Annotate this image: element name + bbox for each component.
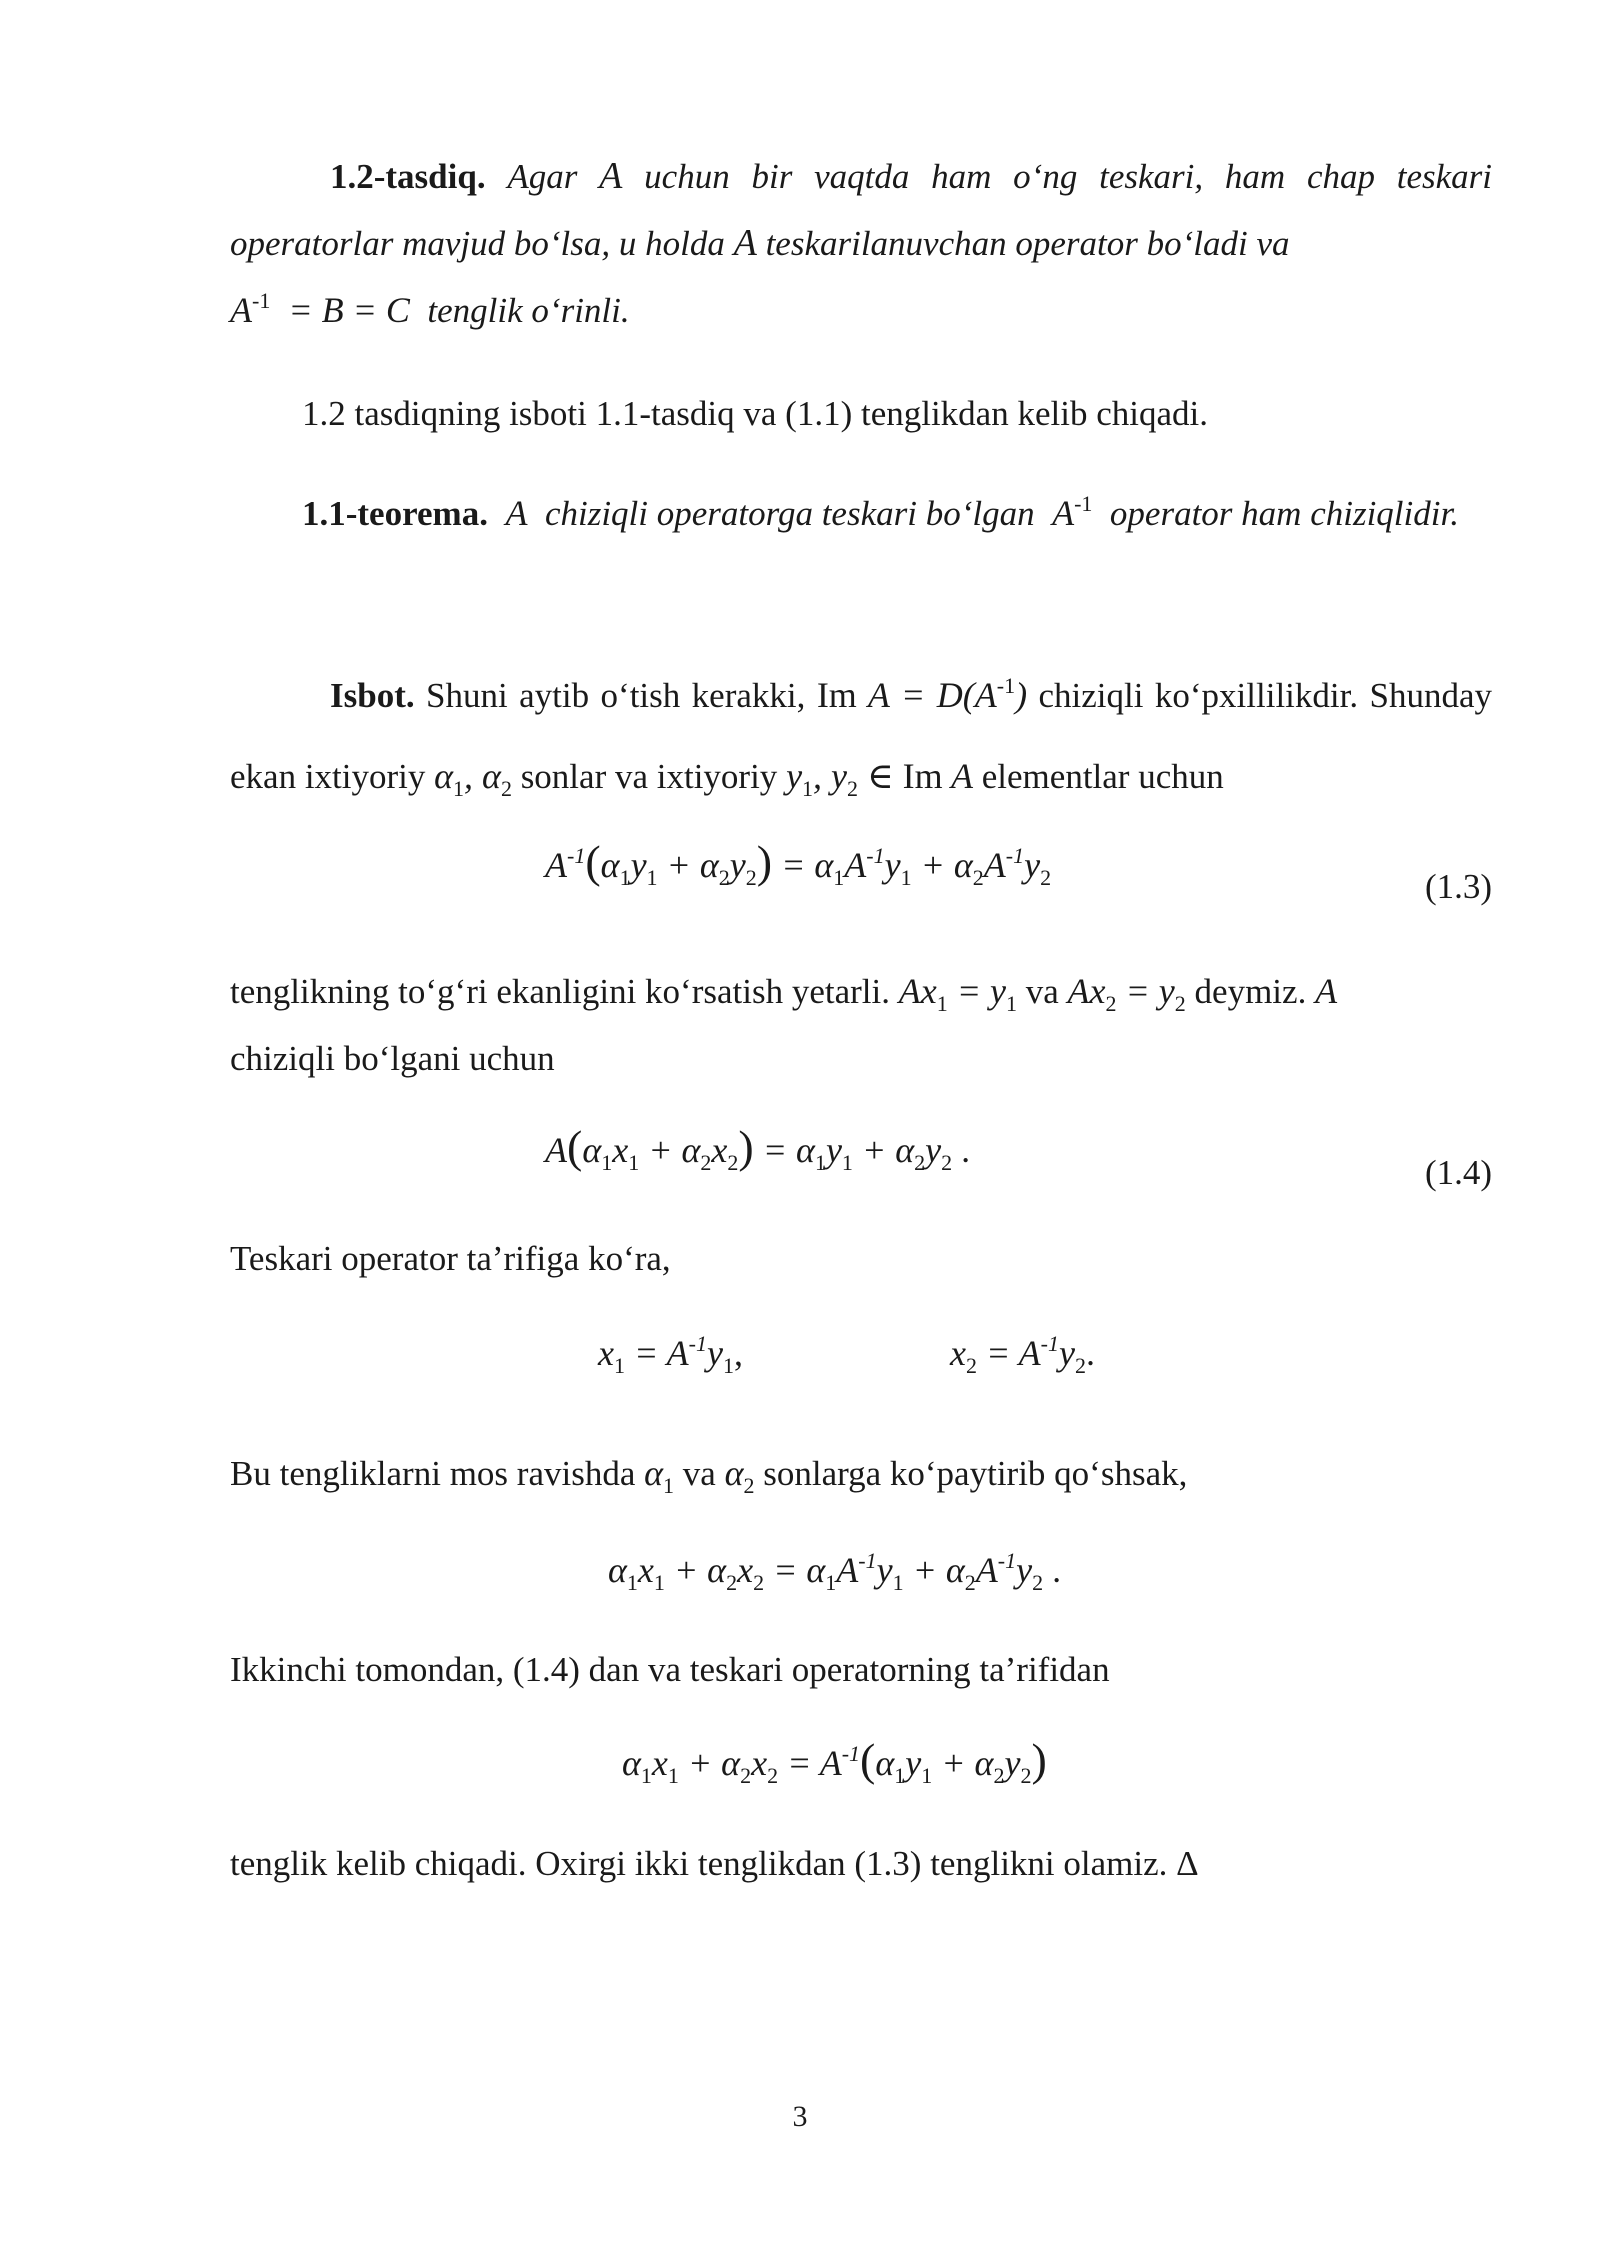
paragraph-text: va bbox=[1025, 972, 1059, 1011]
paragraph-multiply bbox=[230, 1440, 1492, 1507]
statement-text: tenglik o‘rinli. bbox=[427, 291, 630, 330]
equation-1-3: $A^{-1}(\alpha_1y_1 + \alpha_2y_2) = \alpha_1A^{-1}y_1 + \alpha_2A^{-1}y_2$ bbox=[545, 836, 1052, 890]
paragraph-second-side: Ikkinchi tomondan, (1.4) dan va teskari operatorning ta’rifidan bbox=[230, 1650, 1110, 1689]
theorem-text: operator ham chiziqlidir. bbox=[1109, 494, 1459, 533]
equation-combined: $\alpha_1x_1 + \alpha_2x_2 = \alpha_1A^{-1}y_1 + \alpha_2A^{-1}y_2$ . bbox=[608, 1548, 1062, 1595]
theorem-label: 1.1-teorema. bbox=[302, 494, 488, 533]
math-image-domain: Im $A = D(A^{-1})$ bbox=[816, 673, 1028, 715]
proof-text: Shuni aytib o‘tish kerakki, bbox=[426, 676, 806, 715]
proof-label: Isbot. bbox=[330, 676, 415, 715]
proof-1-1 bbox=[230, 655, 1492, 817]
statement-label: 1.2-tasdiq. bbox=[330, 157, 486, 196]
math-A: A bbox=[733, 222, 757, 264]
proof-1-2: 1.2 tasdiqning isboti 1.1-tasdiq va (1.1) tenglikdan kelib chiqadi. bbox=[302, 394, 1208, 433]
paragraph-text: tenglikning to‘g‘ri ekanligini ko‘rsatish yetarli. bbox=[230, 972, 890, 1011]
math-A: A bbox=[505, 493, 528, 533]
equation-x2: $x_2 = A^{-1}y_2$. bbox=[950, 1331, 1095, 1378]
theorem-1-1 bbox=[230, 480, 1492, 547]
statement-text: teskarilanuvchan operator bo‘ladi va bbox=[765, 224, 1290, 263]
paragraph-definition: Teskari operator ta’rifiga ko‘ra, bbox=[230, 1239, 671, 1278]
paragraph-text: chiziqli bo‘lgani uchun bbox=[230, 1039, 555, 1078]
statement-1-2 bbox=[230, 143, 1492, 344]
math-A: A bbox=[599, 155, 623, 197]
paragraph-text: sonlarga ko‘paytirib qo‘shsak, bbox=[763, 1454, 1188, 1493]
math-inverse-equality: $A^{-1} = B = C$ bbox=[230, 288, 410, 330]
paragraph-after-eq-1-3 bbox=[230, 958, 1492, 1092]
equation-x1: $x_1 = A^{-1}y_1$, bbox=[598, 1331, 743, 1378]
math-alpha1: $\alpha_1$ bbox=[644, 1453, 675, 1498]
proof-text: sonlar va ixtiyoriy bbox=[520, 757, 778, 796]
equation-number: (1.3) bbox=[1424, 867, 1492, 906]
proof-text: elementlar uchun bbox=[981, 757, 1224, 796]
proof-text: chiziqli ko‘pxillilikdir. Shunday ekan ixtiyoriy bbox=[230, 676, 1493, 796]
paragraph-text: va bbox=[682, 1454, 716, 1493]
paragraph-text: deymiz. bbox=[1194, 972, 1307, 1011]
math-ys-in-image: $y_1$, $y_2$ ∈ Im A bbox=[786, 756, 974, 801]
statement-text: Agar bbox=[507, 157, 578, 196]
math-A-inverse: $A^{-1}$ bbox=[1052, 491, 1093, 533]
math-Ax2-eq-y2: $Ax_2 = y_2$ bbox=[1067, 971, 1186, 1016]
equation-1-4: $A(\alpha_1x_1 + \alpha_2x_2) = \alpha_1y_1 + \alpha_2y_2$ . bbox=[545, 1121, 971, 1175]
statement-text: uchun bir vaqtda ham o‘ng teskari, ham chap teskari operatorlar mavjud bo‘lsa, u holda bbox=[230, 157, 1493, 263]
equation-number: (1.4) bbox=[1424, 1153, 1492, 1192]
page-number: 3 bbox=[792, 2100, 808, 2133]
theorem-text: chiziqli operatorga teskari bo‘lgan bbox=[544, 494, 1035, 533]
paragraph-conclusion: tenglik kelib chiqadi. Oxirgi ikki tenglikdan (1.3) tenglikni olamiz. Δ bbox=[230, 1844, 1199, 1883]
math-Ax1-eq-y1: $Ax_1 = y_1$ bbox=[898, 971, 1017, 1016]
math-A: A bbox=[1315, 971, 1338, 1011]
equation-final: $\alpha_1x_1 + \alpha_2x_2 = A^{-1}(\alpha_1y_1 + \alpha_2y_2)$ bbox=[622, 1734, 1047, 1788]
math-alpha2: $\alpha_2$ bbox=[724, 1453, 755, 1498]
paragraph-text: Bu tengliklarni mos ravishda bbox=[230, 1454, 636, 1493]
math-alphas: $\alpha_1$, $\alpha_2$ bbox=[434, 756, 512, 801]
